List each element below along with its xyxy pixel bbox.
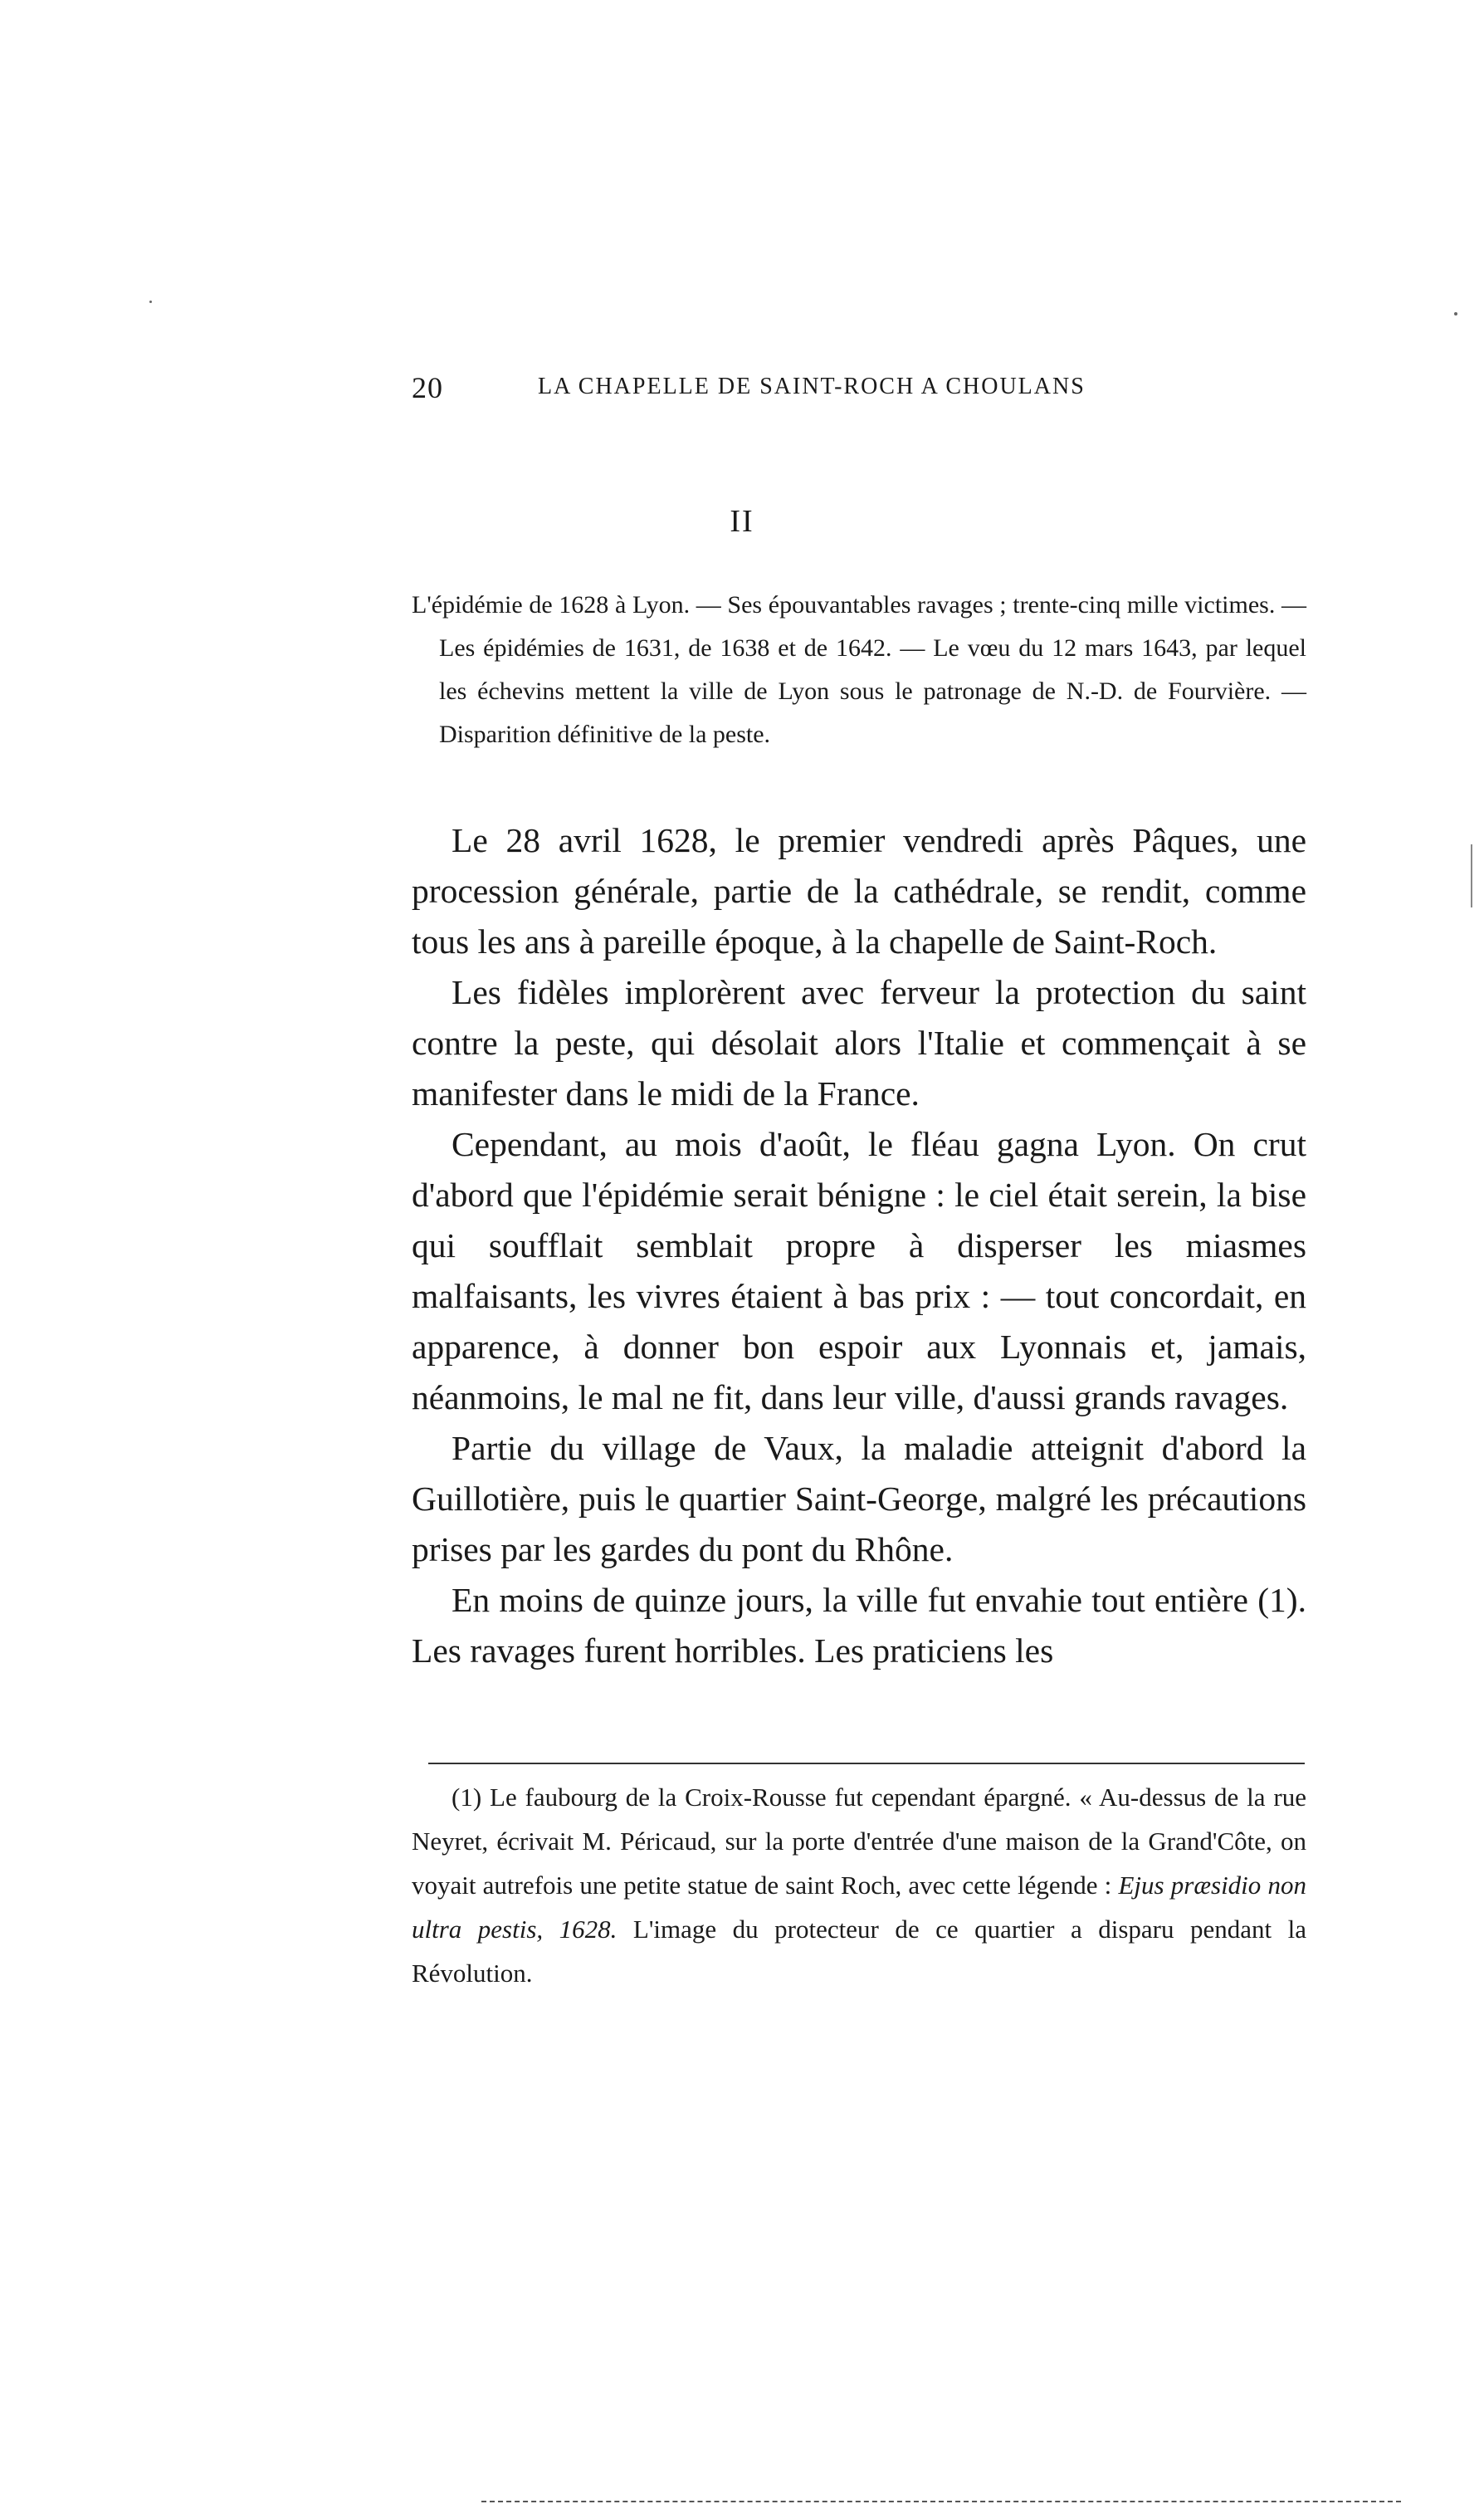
body-text xyxy=(412,815,1306,1676)
summary-text: L'épidémie de 1628 à Lyon. — Ses épouvantables ravages ; trente-cinq mille victimes. — Les épidémies de 1631, de 1638 et de 1642. — Le vœu du 12 mars 1643, par lequel les échevins mettent la ville de Lyon sous le patronage de N.-D. de Fourvière. — Disparition définitive de la peste. xyxy=(412,591,1306,748)
footnote-text-start: (1) Le faubourg de la Croix-Rousse fut cependant épargné. « Au-dessus de la rue Neyret, écrivait M. Péricaud, sur la porte d'entrée d'une maison de la Grand'Côte, on voyait autrefois une petite statue de saint Roch, avec cette légende : xyxy=(412,1783,1306,1900)
paragraph: Les fidèles implorèrent avec ferveur la protection du saint contre la peste, qui désolait alors l'Italie et commençait à se manifester dans le midi de la France. xyxy=(412,973,1306,1113)
paragraph: En moins de quinze jours, la ville fut envahie tout entière (1). Les ravages furent horribles. Les praticiens les xyxy=(412,1581,1306,1670)
bottom-edge-rule xyxy=(481,2501,1401,2502)
section-number: II xyxy=(730,504,754,539)
margin-mark xyxy=(1471,844,1472,907)
footnote-divider xyxy=(428,1763,1305,1764)
paragraph: Le 28 avril 1628, le premier vendredi après Pâques, une procession générale, partie de la cathédrale, se rendit, comme tous les ans à pareille époque, à la chapelle de Saint-Roch. xyxy=(412,821,1306,961)
running-head xyxy=(412,370,1242,420)
footnote-latin-quote: Ejus præsidio non ultra pestis, 1628. xyxy=(412,1871,1306,1944)
scan-speck xyxy=(1454,312,1457,315)
scan-speck xyxy=(149,301,152,303)
footnote-1 xyxy=(412,1775,1306,1995)
running-title: LA CHAPELLE DE SAINT-ROCH A CHOULANS xyxy=(538,374,1086,399)
footnote-text-end: L'image du protecteur de ce quartier a disparu pendant la Révolution. xyxy=(412,1915,1306,1988)
page-number: 20 xyxy=(412,371,443,404)
chapter-summary xyxy=(412,584,1306,756)
footnotes xyxy=(412,1775,1306,1995)
paragraph: Cependant, au mois d'août, le fléau gagna Lyon. On crut d'abord que l'épidémie serait bénigne : le ciel était serein, la bise qui soufflait semblait propre à disperser les miasmes malfaisants, les vivres étaient à bas prix : — tout concordait, en apparence, à donner bon espoir aux Lyonnais et, jamais, néanmoins, le mal ne fit, dans leur ville, d'aussi grands ravages. xyxy=(412,1125,1306,1416)
paragraph: Partie du village de Vaux, la maladie atteignit d'abord la Guillotière, puis le quartier Saint-George, malgré les précautions prises par les gardes du pont du Rhône. xyxy=(412,1429,1306,1568)
